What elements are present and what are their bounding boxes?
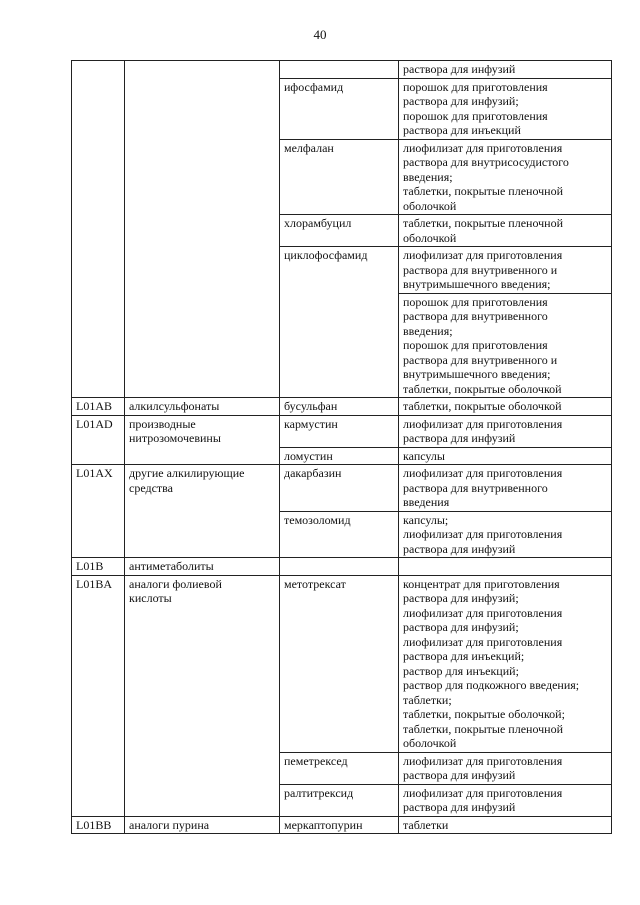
drug-name-cell: хлорамбуцил bbox=[280, 215, 399, 247]
dosage-form-cell bbox=[399, 558, 612, 576]
page-number: 40 bbox=[313, 27, 327, 42]
atc-code-cell: L01BA bbox=[72, 575, 125, 816]
group-name-cell: производные нитрозомочевины bbox=[125, 415, 280, 465]
dosage-form-cell: лиофилизат для приготовления раствора для внутрисосудистого введения; таблетки, покрытые пленочной оболочкой bbox=[399, 139, 612, 215]
atc-code-cell: L01AB bbox=[72, 398, 125, 416]
dosage-form-cell: капсулы bbox=[399, 447, 612, 465]
dosage-form-cell: таблетки bbox=[399, 816, 612, 834]
table-row bbox=[72, 465, 612, 512]
dosage-form-cell: порошок для приготовления раствора для внутривенного введения; порошок для приготовления раствора для внутривенного и внутримышечного введения; таблетки, покрытые оболочкой bbox=[399, 293, 612, 398]
table-row bbox=[72, 398, 612, 416]
dosage-form-cell: порошок для приготовления раствора для инфузий; порошок для приготовления раствора для инъекций bbox=[399, 78, 612, 139]
drug-name-cell: мелфалан bbox=[280, 139, 399, 215]
group-name-cell: аналоги фолиевой кислоты bbox=[125, 575, 280, 816]
drug-table bbox=[71, 60, 612, 834]
dosage-form-cell: лиофилизат для приготовления раствора для инфузий bbox=[399, 752, 612, 784]
drug-name-cell bbox=[280, 558, 399, 576]
dosage-form-cell: концентрат для приготовления раствора для инфузий; лиофилизат для приготовления раствора для инфузий; лиофилизат для приготовления раствора для инъекций; раствор для инъекций; раствор для подкожного введения; таблетки; таблетки, покрытые оболочкой; таблетки, покрытые пленочной оболочкой bbox=[399, 575, 612, 752]
dosage-form-cell: лиофилизат для приготовления раствора для инфузий bbox=[399, 784, 612, 816]
table-row bbox=[72, 61, 612, 79]
group-name-cell: алкилсульфонаты bbox=[125, 398, 280, 416]
atc-code-cell: L01AX bbox=[72, 465, 125, 558]
drug-name-cell: меркаптопурин bbox=[280, 816, 399, 834]
dosage-form-cell: капсулы; лиофилизат для приготовления раствора для инфузий bbox=[399, 511, 612, 558]
drug-name-cell: дакарбазин bbox=[280, 465, 399, 512]
atc-code-cell: L01BB bbox=[72, 816, 125, 834]
dosage-form-cell: лиофилизат для приготовления раствора для инфузий bbox=[399, 415, 612, 447]
atc-code-cell: L01AD bbox=[72, 415, 125, 465]
group-name-cell: другие алкилирующие средства bbox=[125, 465, 280, 558]
atc-code-cell bbox=[72, 61, 125, 398]
dosage-form-cell: таблетки, покрытые оболочкой bbox=[399, 398, 612, 416]
group-name-cell: антиметаболиты bbox=[125, 558, 280, 576]
table-row bbox=[72, 415, 612, 447]
table-row bbox=[72, 558, 612, 576]
table-row bbox=[72, 816, 612, 834]
group-name-cell: аналоги пурина bbox=[125, 816, 280, 834]
drug-name-cell: метотрексат bbox=[280, 575, 399, 752]
atc-code-cell: L01B bbox=[72, 558, 125, 576]
drug-name-cell: циклофосфамид bbox=[280, 247, 399, 398]
drug-name-cell: пеметрексед bbox=[280, 752, 399, 784]
drug-name-cell: ломустин bbox=[280, 447, 399, 465]
drug-name-cell: темозоломид bbox=[280, 511, 399, 558]
dosage-form-cell: раствора для инфузий bbox=[399, 61, 612, 79]
group-name-cell bbox=[125, 61, 280, 398]
drug-name-cell bbox=[280, 61, 399, 79]
drug-name-cell: кармустин bbox=[280, 415, 399, 447]
table-row bbox=[72, 575, 612, 752]
dosage-form-cell: лиофилизат для приготовления раствора для внутривенного введения bbox=[399, 465, 612, 512]
drug-name-cell: ралтитрексид bbox=[280, 784, 399, 816]
drug-name-cell: ифосфамид bbox=[280, 78, 399, 139]
dosage-form-cell: таблетки, покрытые пленочной оболочкой bbox=[399, 215, 612, 247]
drug-name-cell: бусульфан bbox=[280, 398, 399, 416]
dosage-form-cell: лиофилизат для приготовления раствора для внутривенного и внутримышечного введения; bbox=[399, 247, 612, 294]
